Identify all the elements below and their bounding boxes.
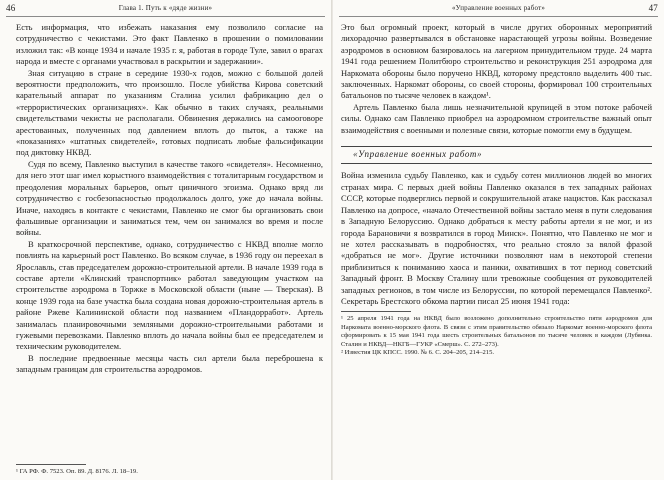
right-section-head: «Управление военных работ» <box>451 4 546 12</box>
footnote: ¹ 25 апреля 1941 года на НКВД было возложено дополнительно строительство пяти аэродромов для Наркомата военно-морского флота. В связи с этим правительство обязало Наркомат военно-морского флота сформировать к 15 мая 1941 года шесть строительных батальонов по тысяче человек в каждом (Лубянка. Сталин и НКВД—НКГБ—ГУКР «Смерш». С. 272–273). <box>341 315 652 348</box>
right-page-number: 47 <box>648 3 658 13</box>
section-heading: «Управление военных работ» <box>341 146 652 164</box>
paragraph: Артель Павленко была лишь незначительной крупицей в этом потоке рабочей силы. Однако сам Павленко приобрел на аэродромном строительстве важный опыт взаимодействия с военными и полезные связи, которые помогли ему в будущем. <box>341 101 652 135</box>
footnote: ² Известия ЦК КПСС. 1990. № 6. С. 204–205, 214–215. <box>341 348 495 356</box>
left-page-number: 46 <box>6 3 16 13</box>
right-footnotes <box>341 315 652 357</box>
left-page-body <box>16 22 323 376</box>
paragraph: Война изменила судьбу Павленко, как и судьбу сотен миллионов людей во многих странах мира. С первых дней войны Павленко оказался в тех западных районах СССР, которые подверглись первой и сокрушительной атаке нацистов. Как рассказал Павленко на допросе, «начало Отечественной войны застало меня в пути следования в Западную Белоруссию. Однако добраться к месту работы артели я не мог, и из города Барановичи я возвратился в город Минск». Понятно, что Павленко не мог и не хотел рассказывать в подробностях, что реально стояло за вялой фразой «добраться не мог». Другие источники позволяют нам в некоторой степени приблизиться к пониманию хаоса и паники, охвативших в тот период советский Западный фронт. В Москву Сталину шли тревожные сообщения от руководителей западных регионов, в том числе из Белоруссии, по которой перемещался Павленко². Секретарь Брестского обкома партии писал 25 июня 1941 года: <box>341 170 652 306</box>
paragraph: В последние предвоенные месяцы часть сил артели была переброшена к западным границам для строительства аэродромов. <box>16 352 323 375</box>
footnote: ¹ ГА РФ. Ф. 7523. Оп. 89. Д. 8176. Л. 18–19. <box>16 468 138 475</box>
right-page-body <box>341 22 652 357</box>
footnote-rule <box>341 311 411 312</box>
paragraph: Судя по всему, Павленко выступил в качестве такого «свидетеля». Несомненно, для него этот шаг имел корыстного взаимодействия с тоталитарным государством и преодоления моральных барьеров, опыт циничного эгоизма. Однако вряд ли сотрудничество с госбезопасностью продолжалось долго, уже до начала войны. Иначе, находясь в контакте с чекистами, Павленко не смог бы организовать свои фальшивые организации и заниматься тем, чем он занимался во время и после войны. <box>16 158 323 238</box>
paragraph: Есть информация, что избежать наказания ему позволило согласие на сотрудничество с чекистами. Это факт Павленко в прошении о помиловании изложил так: «В конце 1934 и начале 1935 г. я, работая в городе Туле, завил о врагах народа и вместе с органами участвовал в раскрытии и задержании». <box>16 22 323 67</box>
left-footnotes <box>16 460 323 476</box>
paragraph: Зная ситуацию в стране в середине 1930-х годов, можно с большой долей вероятности предположить, что произошло. После убийства Кирова советский карательный аппарат по указаниям Сталина усилил фабрикацию дел о «террористических организациях». Как обычно в таких случаях, реальными свидетельствами чекисты не располагали. Обвинения держались на самооговоре арестованных, полученных под давлением вплоть до пыток, а также на «показаниях» «штатных свидетелей», готовых подписать любые фальсификации под диктовку НКВД. <box>16 67 323 158</box>
paragraph: В краткосрочной перспективе, однако, сотрудничество с НКВД вполне могло повлиять на карьерный рост Павленко. Во всяком случае, в 1936 году он переехал в Ярославль, став председателем дорожно-строительной артели. В начале 1939 года в составе артели «Клинский транспортник» работал заведующим участком на строительстве аэродрома в Торжке в Московской области (ныне — Тверская). В конце 1939 года на базе участка была создана новая дорожно-строительная артель в районе Ржеве Калининской области под названием «Пландорработ». Артель занималась планировочными земляными дорожно-строительными работами и гужевыми перевозками. Павленко вплоть до начала войны был ее председателем и техническим руководителем. <box>16 238 323 352</box>
left-running-head <box>6 4 325 17</box>
left-page <box>0 0 331 480</box>
left-chapter-title: Глава 1. Путь к «дяде жизни» <box>118 4 213 12</box>
right-running-head <box>339 4 658 17</box>
footnote-rule <box>16 464 86 465</box>
paragraph: Это был огромный проект, который в числе других оборонных мероприятий лихорадочно развертывался в обстановке нарастающей угрозы войны. Возведение аэродромов в основном базировалось на лагерном принудительном труде. 24 марта 1941 года решением Политбюро строительство и реконструкция 251 аэродрома для Наркомата обороны было поручено НКВД, которому предстояло выделить 400 тыс. заключенных. Наркомат обороны, со своей стороны, формировал 100 строительных батальонов по тысяче человек в каждом¹. <box>341 22 652 101</box>
right-page <box>333 0 664 480</box>
